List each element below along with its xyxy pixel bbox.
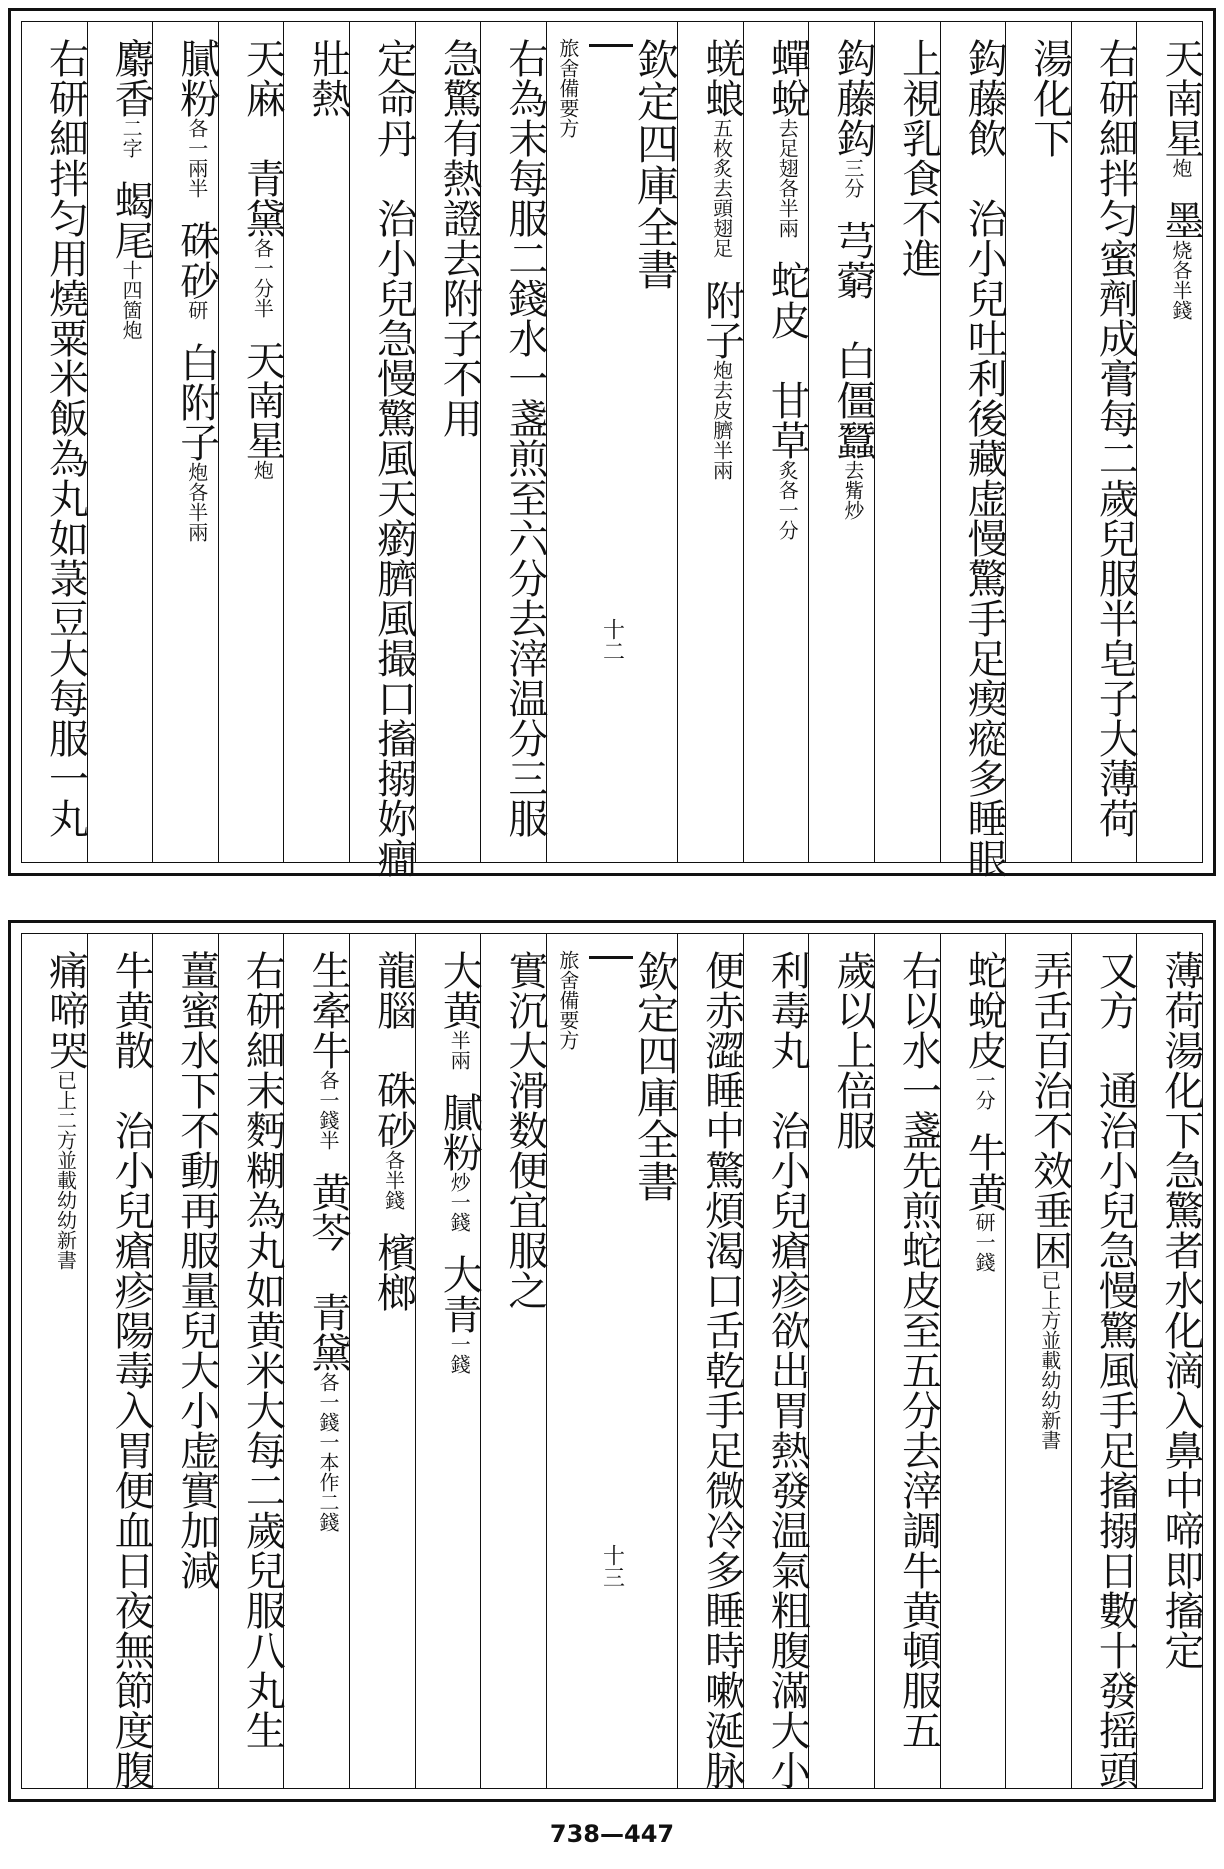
annotation-note: 去足翅各半兩 [775, 118, 800, 238]
text-column [480, 934, 546, 1788]
top-page-columns [21, 21, 1204, 878]
annotation-note: 炮各半兩 [184, 462, 209, 542]
main-text: 右以水一盞先煎蛇皮至五分去滓調牛黄頓服五 [895, 950, 942, 1750]
text-column [743, 934, 809, 1788]
main-text: 大黄 [436, 950, 483, 1030]
text-column [152, 22, 218, 862]
main-text: 附子 [698, 280, 745, 360]
text-column [349, 934, 415, 1788]
main-text: 弄舌百治不效垂困 [1026, 950, 1073, 1270]
main-text: 蛇皮 甘草 [764, 260, 811, 460]
annotation-note: 各一錢半 [316, 1070, 341, 1150]
text-column [87, 934, 153, 1788]
page-number-footer: 738—447 [549, 1820, 675, 1848]
main-text: 大青 [436, 1254, 483, 1334]
main-text: 湯化下 [1026, 38, 1073, 158]
main-text: 龍腦 硃砂 [370, 950, 417, 1150]
main-text: 膩粉 [436, 1092, 483, 1172]
fish-tail-mark [589, 44, 633, 83]
center-fold-column [546, 22, 680, 862]
top-page [8, 8, 1216, 876]
main-text: 薑蜜水下不動再服量兒大小虚實加減 [173, 950, 220, 1590]
text-column [218, 934, 284, 1788]
annotation-note: 炮 [250, 460, 275, 480]
text-column [218, 22, 284, 862]
annotation-note: 去觜炒 [840, 460, 865, 520]
main-text: 壯熱 [305, 38, 352, 118]
main-text: 黄芩 青黛 [305, 1172, 352, 1372]
main-text: 鈎藤鈎 [829, 38, 876, 158]
annotation-note: 炮去皮臍半兩 [709, 360, 734, 480]
main-text: 白附子 [173, 342, 220, 462]
annotation-note: 三分 [840, 158, 865, 198]
annotation-note: 已上方並載幼幼新書 [1037, 1270, 1062, 1450]
main-text: 蟬蛻 [764, 38, 811, 118]
text-column [349, 22, 417, 878]
text-column [808, 22, 874, 862]
annotation-note: 各一兩半 [184, 118, 209, 198]
main-text: 蝎尾 [108, 180, 155, 260]
text-column [1136, 22, 1202, 862]
annotation-note: 一錢 [447, 1334, 472, 1374]
text-column [743, 22, 809, 862]
text-column [283, 934, 352, 1788]
bottom-page [8, 920, 1216, 1802]
text-column [677, 22, 743, 862]
main-text: 右研細末麪糊為丸如黄米大每二歲兒服八丸生 [239, 950, 286, 1750]
annotation-note: 一分 [972, 1070, 997, 1110]
main-text: 又方 通治小兒急慢驚風手足搐搦日數十發摇頭 [1092, 950, 1139, 1790]
main-text: 芎藭 白僵蠶 [829, 220, 876, 460]
main-text: 急驚有熱證去附子不用 [436, 38, 483, 438]
book-title: 旅舍備要方 [555, 38, 580, 138]
text-column [940, 934, 1006, 1788]
main-text: 薄荷湯化下急驚者水化滴入鼻中啼即搐定 [1158, 950, 1204, 1670]
book-title: 旅舍備要方 [555, 950, 580, 1050]
text-column [22, 22, 87, 862]
folio-number: 十三 [599, 1544, 625, 1588]
main-text: 蜣蜋 [698, 38, 745, 118]
main-text: 麝香 [108, 38, 155, 118]
annotation-note: 各半錢 [381, 1150, 406, 1210]
folio-number: 十二 [599, 618, 625, 662]
text-column [808, 934, 874, 1788]
text-column [677, 934, 743, 1788]
main-text: 天南星 [239, 340, 286, 460]
annotation-note: 烧各半錢 [1169, 240, 1193, 320]
main-text: 蛇蛻皮 [961, 950, 1008, 1070]
annotation-note: 炮 [1169, 158, 1193, 178]
text-column [415, 22, 481, 862]
annotation-note: 二字 [119, 118, 144, 158]
text-column [1071, 22, 1137, 862]
annotation-note: 十四箇炮 [119, 260, 144, 340]
main-text: 右為末每服二錢水一盞煎至六分去滓温分三服 [501, 38, 548, 838]
main-text: 膩粉 [173, 38, 220, 118]
main-text: 牛黄散 治小兒瘡疹陽毒入胃便血日夜無節度腹 [108, 950, 155, 1790]
text-column [152, 934, 218, 1788]
annotation-note: 各一分半 [250, 238, 275, 318]
annotation-note: 炒一錢 [447, 1172, 472, 1232]
annotation-note: 半兩 [447, 1030, 472, 1070]
main-text: 生牽牛 [305, 950, 352, 1070]
annotation-note: 各一錢一本作二錢 [316, 1372, 341, 1532]
annotation-note: 研 [184, 300, 209, 320]
main-text: 上視乳食不進 [895, 38, 942, 278]
center-fold-column [546, 934, 680, 1788]
main-text: 便赤澀睡中驚煩渴口舌乾手足微冷多睡時嗽涎脉 [698, 950, 745, 1790]
fish-tail-mark [589, 956, 633, 995]
text-column [415, 934, 481, 1788]
main-text: 墨 [1158, 200, 1204, 240]
main-text: 定命丹 治小兒急慢驚風天瘹臍風撮口搐搦妳癎 [370, 38, 417, 878]
main-text: 歲以上倍服 [829, 950, 876, 1150]
main-text: 右研細拌匀蜜劑成膏每二歲兒服半皂子大薄荷 [1092, 38, 1139, 838]
annotation-note: 研一錢 [972, 1212, 997, 1272]
text-column [87, 22, 153, 862]
main-text: 天麻 青黛 [239, 38, 286, 238]
text-column [1005, 22, 1071, 862]
main-text: 痛啼哭 [42, 950, 89, 1070]
text-column [283, 22, 352, 862]
main-text: 利毒丸 治小兒瘡疹欲出胃熱發温氣粗腹滿大小 [764, 950, 811, 1790]
collection-title: 欽定四庫全書 [631, 950, 680, 1202]
main-text: 硃砂 [173, 220, 220, 300]
main-text: 右研細拌匀用燒粟米飯為丸如菉豆大每服一丸 [42, 38, 89, 838]
text-column [940, 22, 1008, 878]
annotation-note: 炙各一分 [775, 460, 800, 540]
text-column [1005, 934, 1071, 1788]
text-column [480, 22, 546, 862]
main-text: 天南星 [1158, 38, 1204, 158]
main-text: 檳榔 [370, 1232, 417, 1312]
main-text: 實沉大滑数便宜服之 [501, 950, 548, 1310]
main-text: 鈎藤飲 治小兒吐利後藏虚慢驚手足瘈瘲多睡眼 [961, 38, 1008, 878]
main-text: 牛黄 [961, 1132, 1008, 1212]
text-column [1136, 934, 1202, 1788]
text-column [1071, 934, 1137, 1788]
text-column [874, 22, 940, 862]
annotation-note: 五枚炙去頭翅足 [709, 118, 734, 258]
collection-title: 欽定四庫全書 [631, 38, 680, 290]
text-column [874, 934, 940, 1788]
bottom-page-columns [21, 933, 1203, 1789]
text-column [22, 934, 87, 1788]
annotation-note: 已上二方並載幼幼新書 [53, 1070, 78, 1270]
